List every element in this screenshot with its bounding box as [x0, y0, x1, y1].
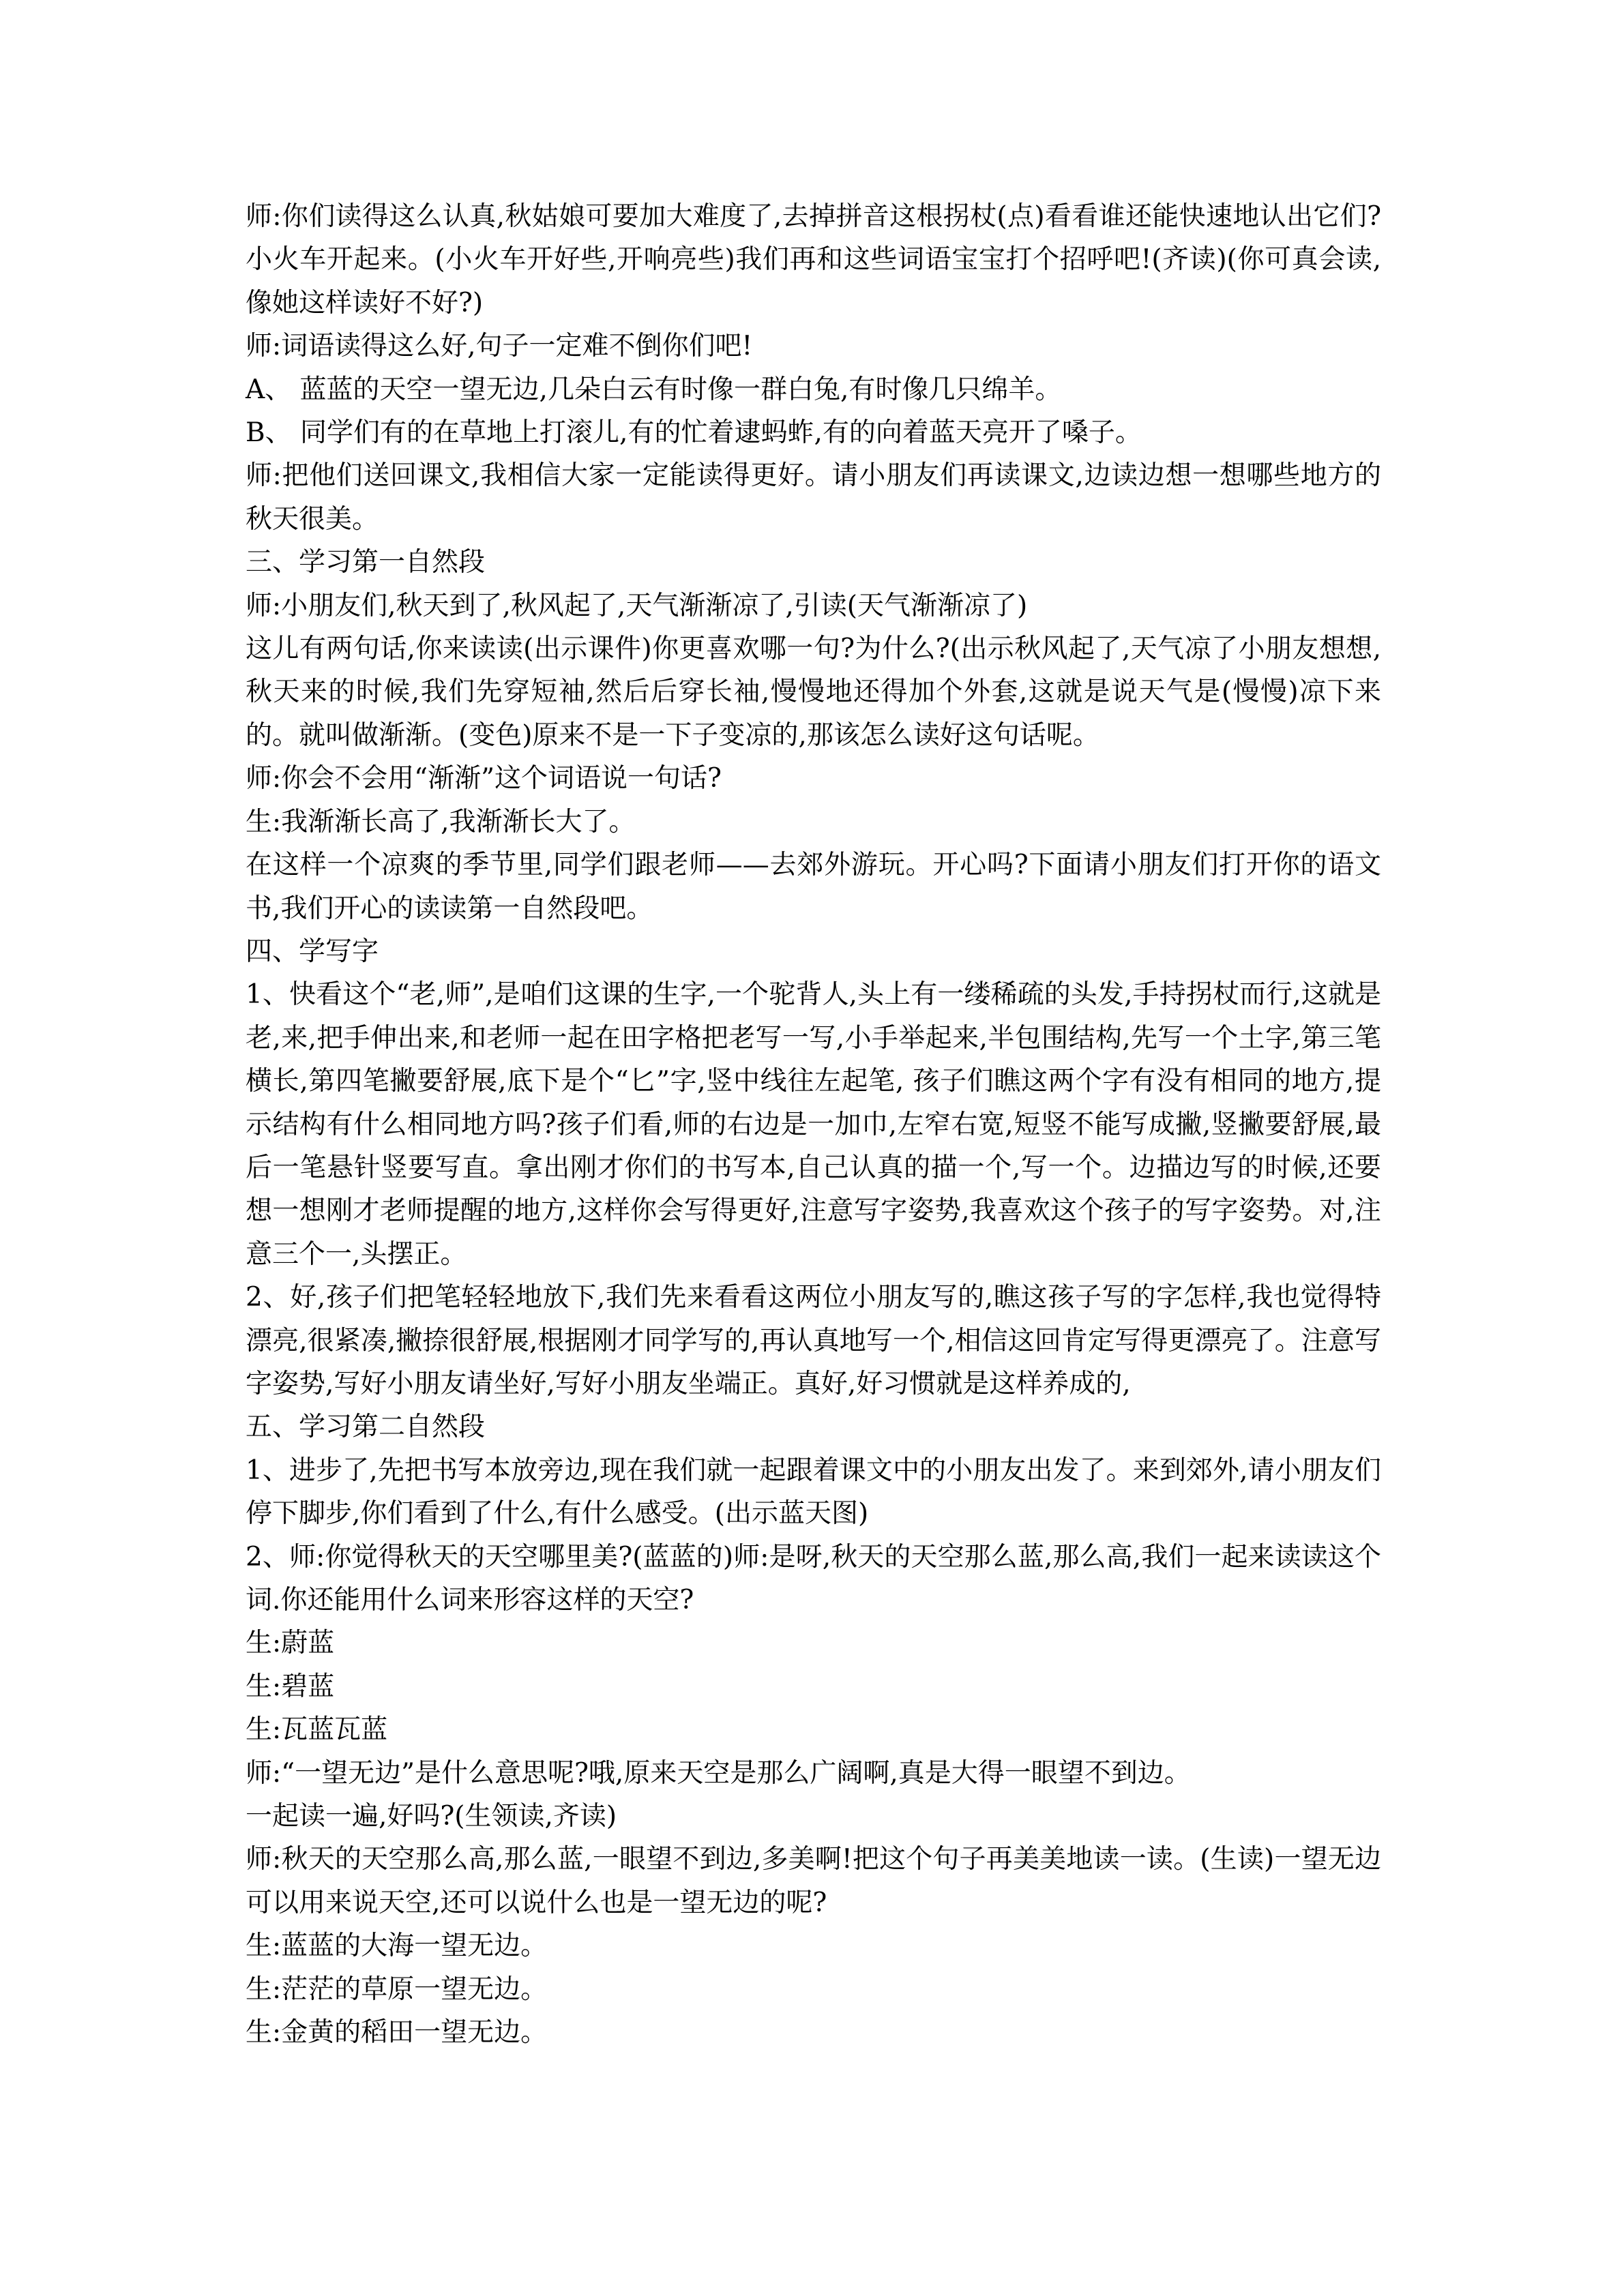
paragraph-teacher-autumn: 师:小朋友们,秋天到了,秋风起了,天气渐渐凉了,引读(天气渐渐凉了)	[246, 590, 1028, 621]
section-heading-3: 三、学习第一自然段	[246, 547, 486, 578]
sentence-a: A、 蓝蓝的天空一望无边,几朵白云有时像一群白兔,有时像几只绵羊。	[246, 374, 1062, 405]
section-heading-4: 四、学写字	[246, 936, 379, 967]
paragraph-student-bilan: 生:碧蓝	[246, 1671, 335, 1702]
paragraph-writing-1: 1、快看这个“老,师”,是咱们这课的生字,一个驼背人,头上有一缕稀疏的头发,手持拐杖而行,这就是老,来,把手伸出来,和老师一起在田字格把老写一写,小手举起来,半包围结构,先写一个土字,第三笔横长,第四笔撇要舒展,底下是个“匕”字,竖中线往左起笔, 孩子们瞧这两个字有没有相同的地方,提示结构有什么相同地方吗?孩子们看,师的右边是一加巾,左窄右宽,短竖不能写成撇,竖撇要舒展,最后一笔悬针竖要写直。拿出刚才你们的书写本,自己认真的描一个,写一个。边描边写的时候,还要想一想刚才老师提醒的地方,这样你会写得更好,注意写字姿势,我喜欢这个孩子的写字姿势。对,注意三个一,头摆正。	[246, 979, 1381, 1270]
paragraph-student-walan: 生:瓦蓝瓦蓝	[246, 1714, 388, 1746]
section-heading-5: 五、学习第二自然段	[246, 1412, 486, 1443]
paragraph-teacher-jianjian: 师:你会不会用“渐渐”这个词语说一句话?	[246, 763, 722, 794]
sentence-b: B、 同学们有的在草地上打滚儿,有的忙着逮蚂蚱,有的向着蓝天亮开了嗓子。	[246, 417, 1142, 449]
paragraph-teacher-sentences: 师:词语读得这么好,句子一定难不倒你们吧!	[246, 331, 753, 362]
paragraph-student-jianjian: 生:我渐渐长高了,我渐渐长大了。	[246, 806, 636, 837]
paragraph-student-grassland: 生:茫茫的草原一望无边。	[246, 1973, 548, 2005]
lesson-plan-body	[246, 195, 1381, 2054]
paragraph-sky-question: 2、师:你觉得秋天的天空哪里美?(蓝蓝的)师:是呀,秋天的天空那么蓝,那么高,我们一起来读读这个词.你还能用什么词来形容这样的天空?	[246, 1541, 1381, 1615]
paragraph-teacher-remove-pinyin: 师:你们读得这么认真,秋姑娘可要加大难度了,去掉拼音这根拐杖(点)看看谁还能快速地认出它们?小火车开起来。(小火车开好些,开响亮些)我们再和这些词语宝宝打个招呼吧!(齐读)(你可真会读,像她这样读好不好?)	[246, 201, 1381, 318]
paragraph-teacher-yiwangwubian: 师:“一望无边”是什么意思呢?哦,原来天空是那么广阔啊,真是大得一眼望不到边。	[246, 1757, 1191, 1789]
paragraph-student-sea: 生:蓝蓝的大海一望无边。	[246, 1930, 548, 1962]
paragraph-student-ricefield: 生:金黄的稻田一望无边。	[246, 2017, 548, 2048]
paragraph-teacher-beautiful-sky: 师:秋天的天空那么高,那么蓝,一眼望不到边,多美啊!把这个句子再美美地读一读。(生读)一望无边可以用来说天空,还可以说什么也是一望无边的呢?	[246, 1844, 1381, 1918]
paragraph-writing-2: 2、好,孩子们把笔轻轻地放下,我们先来看看这两位小朋友写的,瞧这孩子写的字怎样,我也觉得特漂亮,很紧凑,撇捺很舒展,根据刚才同学写的,再认真地写一个,相信这回肯定写得更漂亮了。注意写字姿势,写好小朋友请坐好,写好小朋友坐端正。真好,好习惯就是这样养成的,	[246, 1282, 1381, 1399]
paragraph-read-together: 一起读一遍,好吗?(生领读,齐读)	[246, 1801, 617, 1832]
paragraph-two-sentences: 这儿有两句话,你来读读(出示课件)你更喜欢哪一句?为什么?(出示秋风起了,天气凉了小朋友想想,秋天来的时候,我们先穿短袖,然后后穿长袖,慢慢地还得加个外套,这就是说天气是(慢慢)凉下来的。就叫做渐渐。(变色)原来不是一下子变凉的,那该怎么读好这句话呢。	[246, 633, 1381, 751]
paragraph-progress: 1、进步了,先把书写本放旁边,现在我们就一起跟着课文中的小朋友出发了。来到郊外,请小朋友们停下脚步,你们看到了什么,有什么感受。(出示蓝天图)	[246, 1455, 1381, 1530]
paragraph-student-weilan: 生:蔚蓝	[246, 1628, 335, 1659]
paragraph-teacher-reread: 师:把他们送回课文,我相信大家一定能读得更好。请小朋友们再读课文,边读边想一想哪些地方的秋天很美。	[246, 460, 1381, 535]
paragraph-cool-season: 在这样一个凉爽的季节里,同学们跟老师——去郊外游玩。开心吗?下面请小朋友们打开你的语文书,我们开心的读读第一自然段吧。	[246, 850, 1381, 924]
